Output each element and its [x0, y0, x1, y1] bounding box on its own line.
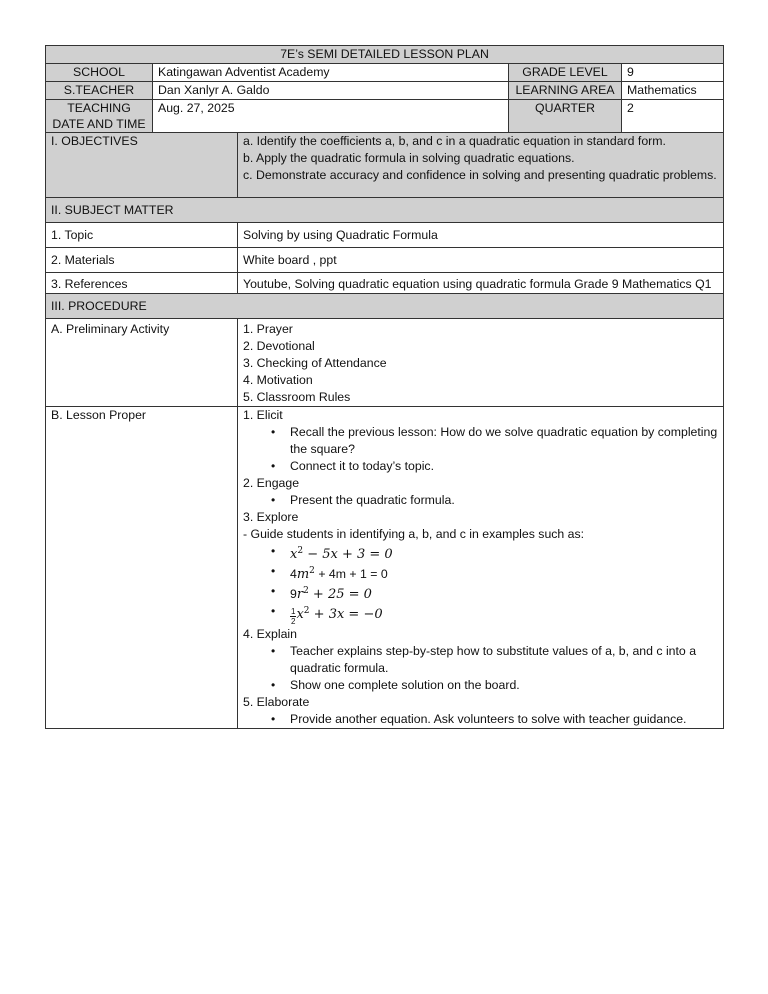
grade-level-label: GRADE LEVEL: [509, 64, 622, 82]
lesson-proper-row: [46, 407, 724, 729]
learning-area-value: Mathematics: [622, 82, 724, 100]
quarter-label: QUARTER: [509, 100, 622, 133]
equation-2-rest: + 4m + 1 = 0: [314, 567, 388, 581]
quarter-value: 2: [622, 100, 724, 133]
list-item: • Teacher explains step-by-step how to substitute values of a, b, and c into a quadratic formula.: [243, 643, 718, 677]
subject-matter-heading: II. SUBJECT MATTER: [46, 198, 724, 223]
example-equations-list: [243, 543, 718, 626]
equation-4: [243, 603, 718, 626]
objective-item: b. Apply the quadratic formula in solving quadratic equations.: [243, 151, 575, 165]
equation-3-coefficient: 9: [290, 587, 297, 601]
preliminary-activity-list: [238, 319, 724, 407]
equation-4-variable: x: [296, 607, 304, 622]
equation-2-variable: m: [296, 567, 310, 582]
learning-area-label: LEARNING AREA: [509, 82, 622, 100]
equation-3-rest: + 25 = 0: [308, 587, 372, 602]
list-item: 2. Devotional: [243, 339, 315, 353]
lesson-plan-title: 7E’s SEMI DETAILED LESSON PLAN: [46, 46, 724, 64]
explain-list: [243, 643, 718, 694]
equation-1-rest: − 5x + 3 = 0: [303, 547, 393, 562]
list-item: • Connect it to today’s topic.: [243, 458, 718, 475]
explore-intro: - Guide students in identifying a, b, and c in examples such as:: [243, 527, 585, 541]
materials-row: [46, 248, 724, 273]
list-item: • Present the quadratic formula.: [243, 492, 718, 509]
subject-matter-header-row: [46, 198, 724, 223]
lesson-proper-label: B. Lesson Proper: [46, 407, 238, 729]
objective-item: c. Demonstrate accuracy and confidence in solving and presenting quadratic problems.: [243, 168, 717, 182]
list-item: 4. Motivation: [243, 373, 313, 387]
fraction-one-half: • $\frac{1}{2}$: [291, 607, 296, 626]
teaching-date-value: Aug. 27, 2025: [153, 100, 509, 133]
equation-4-rest: + 3x = −0: [309, 607, 383, 622]
list-item: • Show one complete solution on the board.: [243, 677, 718, 694]
equation-4-exponent: 2: [303, 606, 310, 616]
lesson-plan-table: [45, 45, 724, 729]
equation-1: [243, 543, 718, 563]
school-value: Katingawan Adventist Academy: [153, 64, 509, 82]
list-item: 1. Prayer: [243, 322, 293, 336]
school-label: SCHOOL: [46, 64, 153, 82]
procedure-heading: III. PROCEDURE: [46, 294, 724, 319]
list-item: 5. Classroom Rules: [243, 390, 351, 404]
equation-2: [243, 563, 718, 583]
elicit-heading: 1. Elicit: [243, 408, 283, 422]
objective-item: a. Identify the coefficients a, b, and c in a quadratic equation in standard form.: [243, 134, 666, 148]
equation-2-exponent: 2: [309, 566, 315, 576]
equation-3: [243, 583, 718, 603]
preliminary-activity-row: [46, 319, 724, 407]
equation-1-variable: x: [290, 547, 298, 562]
procedure-header-row: [46, 294, 724, 319]
preliminary-activity-label: A. Preliminary Activity: [46, 319, 238, 407]
lesson-plan-document: [45, 45, 723, 729]
references-value: Youtube, Solving quadratic equation using quadratic formula Grade 9 Mathematics Q1: [238, 273, 724, 294]
engage-list: [243, 492, 718, 509]
references-label: 3. References: [46, 273, 238, 294]
elicit-list: [243, 424, 718, 475]
lesson-proper-content: [238, 407, 724, 729]
teacher-label: S.TEACHER: [46, 82, 153, 100]
objectives-label: I. OBJECTIVES: [46, 133, 238, 198]
list-item: • Recall the previous lesson: How do we solve quadratic equation by completing the square?: [243, 424, 718, 458]
explain-heading: 4. Explain: [243, 627, 298, 641]
references-row: [46, 273, 724, 294]
school-row: [46, 64, 724, 82]
topic-label: 1. Topic: [46, 223, 238, 248]
teacher-value: Dan Xanlyr A. Galdo: [153, 82, 509, 100]
teacher-row: [46, 82, 724, 100]
materials-label: 2. Materials: [46, 248, 238, 273]
explore-heading: 3. Explore: [243, 510, 299, 524]
title-row: [46, 46, 724, 64]
grade-level-value: 9: [622, 64, 724, 82]
elaborate-list: [243, 711, 718, 728]
teaching-date-label: TEACHING DATE AND TIME: [46, 100, 153, 133]
date-row: [46, 100, 724, 133]
elaborate-heading: 5. Elaborate: [243, 695, 310, 709]
equation-1-exponent: 2: [297, 546, 304, 556]
objectives-content: [238, 133, 724, 198]
topic-row: [46, 223, 724, 248]
equation-3-exponent: 2: [303, 586, 309, 596]
equation-3-variable: r: [296, 587, 304, 602]
equation-2-coefficient: 4: [290, 567, 297, 581]
materials-value: White board , ppt: [238, 248, 724, 273]
engage-heading: 2. Engage: [243, 476, 300, 490]
topic-value: Solving by using Quadratic Formula: [238, 223, 724, 248]
objectives-row: [46, 133, 724, 198]
list-item: • Provide another equation. Ask volunteers to solve with teacher guidance.: [243, 711, 718, 728]
list-item: 3. Checking of Attendance: [243, 356, 387, 370]
